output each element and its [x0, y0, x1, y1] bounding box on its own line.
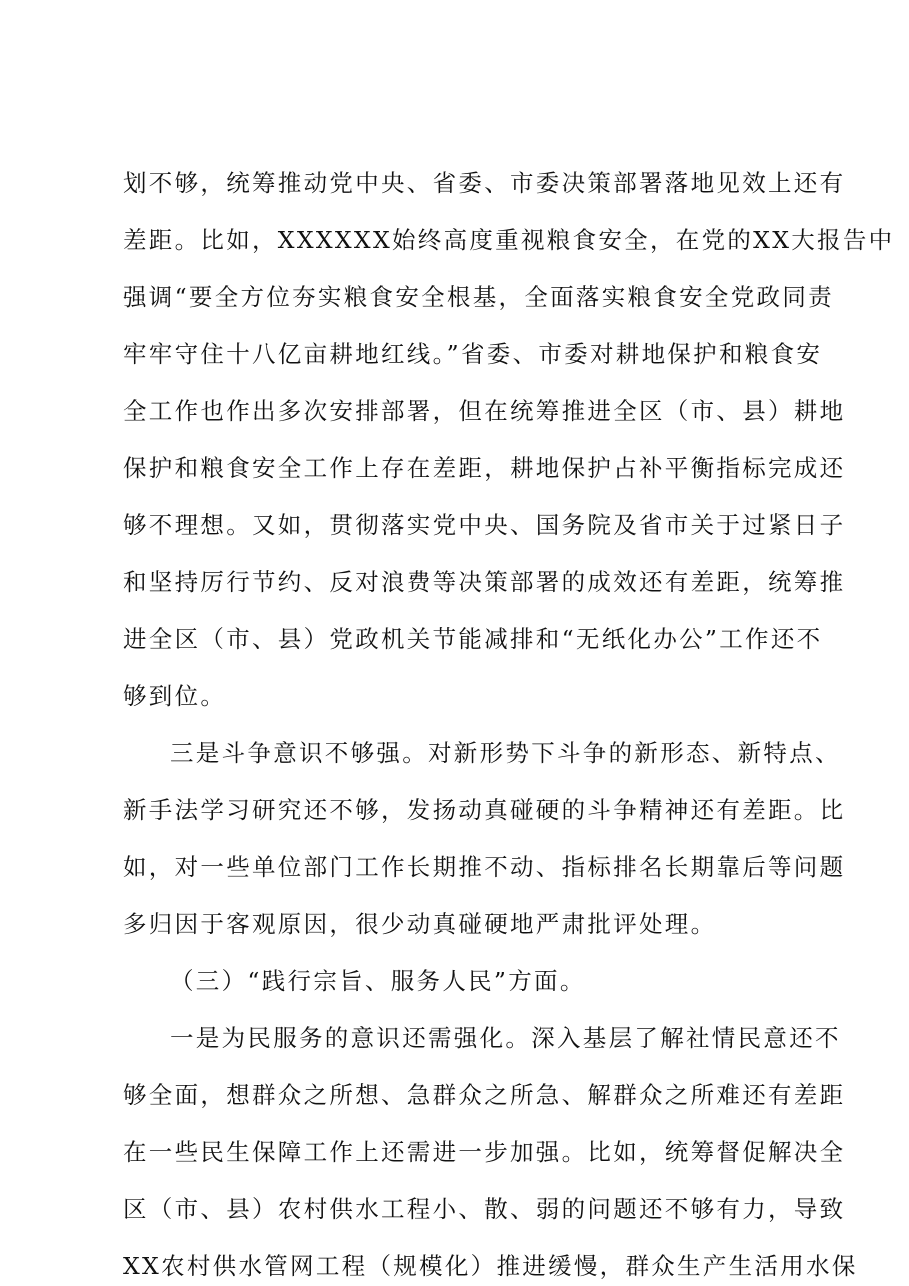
- paragraph-line: 够不理想。又如，贯彻落实党中央、国务院及省市关于过紧日子: [123, 511, 846, 539]
- paragraph-line: 和坚持厉行节约、反对浪费等决策部署的成效还有差距，统筹推: [123, 568, 846, 596]
- paragraph-line: 强调“要全方位夯实粮食安全根基，全面落实粮食安全党政同责: [123, 283, 834, 311]
- paragraph-first-line: 一是为民服务的意识还需强化。深入基层了解社情民意还不: [170, 1024, 841, 1052]
- paragraph-line: 新手法学习研究还不够，发扬动真碰硬的斗争精神还有差距。比: [123, 796, 846, 824]
- paragraph-line: 多归因于客观原因，很少动真碰硬地严肃批评处理。: [123, 910, 717, 938]
- paragraph-line: 差距。比如，XXXXXX始终高度重视粮食安全，在党的XX大报告中: [123, 226, 895, 254]
- section-heading: （三）“践行宗旨、服务人民”方面。: [170, 967, 586, 995]
- paragraph-line: 划不够，统筹推动党中央、省委、市委决策部署落地见效上还有: [123, 169, 846, 197]
- paragraph-line: 如，对一些单位部门工作长期推不动、指标排名长期靠后等问题: [123, 853, 846, 881]
- paragraph-line: 区（市、县）农村供水工程小、散、弱的问题还不够有力，导致: [123, 1195, 846, 1223]
- paragraph-line: XX农村供水管网工程（规模化）推进缓慢，群众生产生活用水保: [123, 1252, 858, 1280]
- paragraph-line: 保护和粮食安全工作上存在差距，耕地保护占补平衡指标完成还: [123, 454, 846, 482]
- paragraph-line: 在一些民生保障工作上还需进一步加强。比如，统筹督促解决全: [123, 1138, 846, 1166]
- paragraph-line: 够到位。: [123, 682, 227, 710]
- paragraph-line: 够全面，想群众之所想、急群众之所急、解群众之所难还有差距: [123, 1081, 846, 1109]
- paragraph-line: 全工作也作出多次安排部署，但在统筹推进全区（市、县）耕地: [123, 397, 846, 425]
- paragraph-line: 牢牢守住十八亿亩耕地红线。”省委、市委对耕地保护和粮食安: [123, 340, 823, 368]
- paragraph-line: 进全区（市、县）党政机关节能减排和“无纸化办公”工作还不: [123, 625, 823, 653]
- paragraph-first-line: 三是斗争意识不够强。对新形势下斗争的新形态、新特点、: [170, 739, 841, 767]
